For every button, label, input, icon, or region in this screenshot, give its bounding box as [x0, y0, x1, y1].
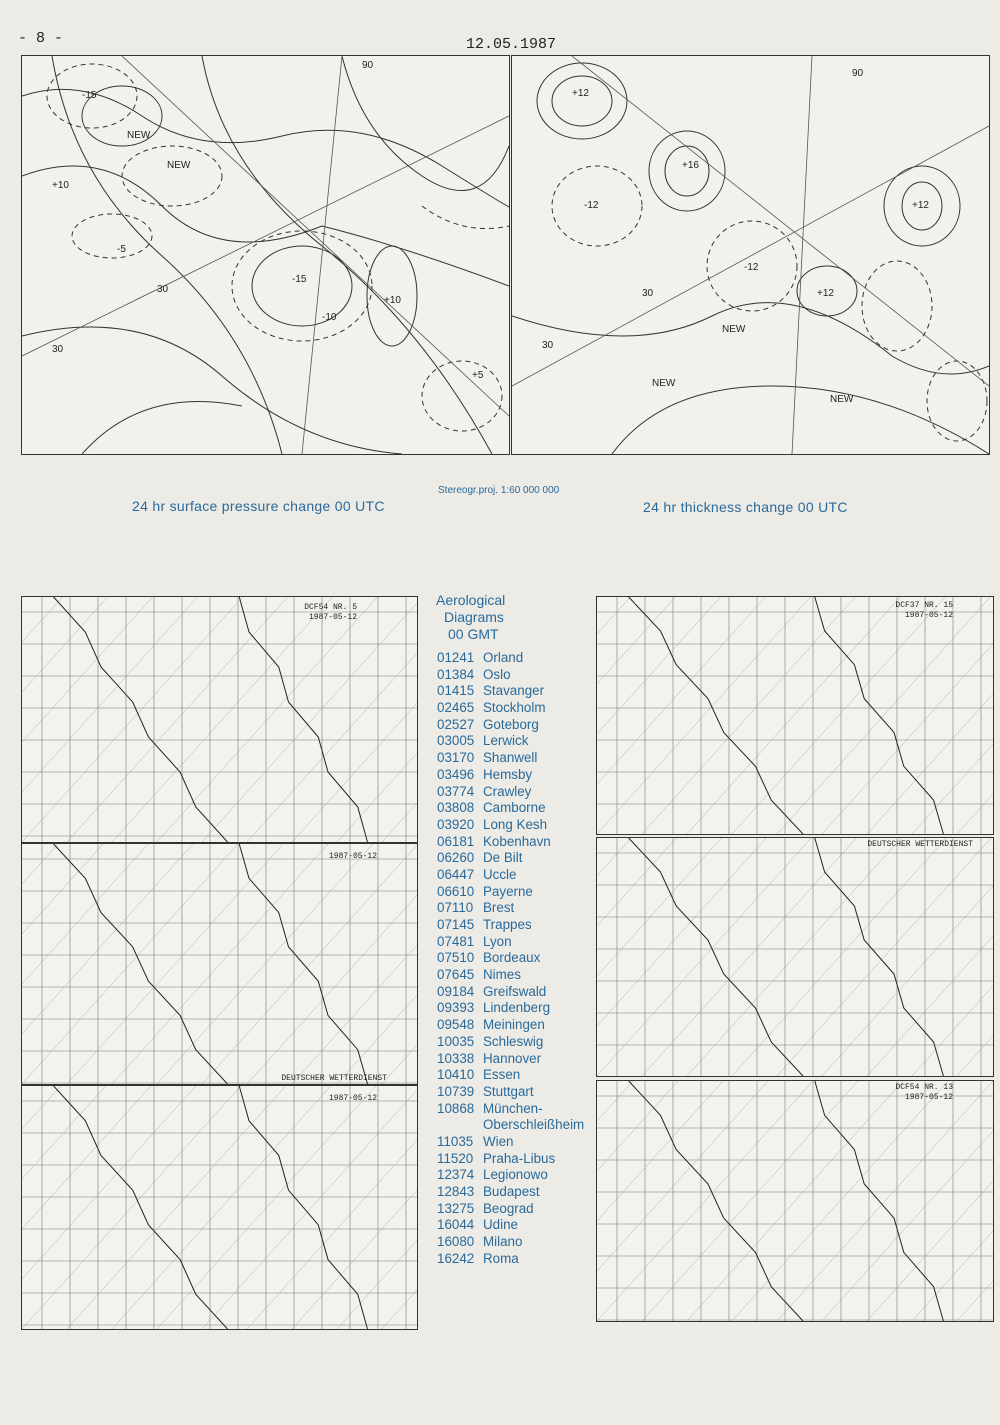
- station-id: 06447: [437, 866, 475, 882]
- diagram-date: 1987-05-12: [904, 611, 953, 620]
- station-row: [437, 1017, 584, 1034]
- station-name: Roma: [483, 1250, 519, 1266]
- station-row: [437, 834, 584, 851]
- date-label: 12.05.1987: [466, 36, 557, 53]
- station-row: [437, 917, 584, 934]
- station-name: Stockholm: [483, 700, 546, 716]
- svg-text:-15: -15: [82, 90, 97, 101]
- station-row: [437, 1117, 584, 1134]
- station-name: Milano: [483, 1234, 523, 1250]
- aerological-title-2: Diagrams: [444, 609, 504, 625]
- station-name: Orland: [483, 650, 524, 665]
- station-id: 01384: [437, 666, 475, 682]
- station-id: 02527: [437, 716, 475, 732]
- station-name: Goteborg: [483, 716, 539, 732]
- station-name: München-: [483, 1100, 543, 1116]
- station-row: [437, 1167, 584, 1184]
- station-row: [437, 950, 584, 967]
- svg-text:-15: -15: [292, 274, 307, 285]
- station-name: Lindenberg: [483, 1000, 551, 1016]
- station-id: 10035: [437, 1033, 475, 1049]
- svg-text:+10: +10: [384, 295, 401, 306]
- station-row: [437, 1134, 584, 1151]
- station-row: [437, 700, 584, 717]
- svg-text:-5: -5: [117, 244, 126, 255]
- station-name: Nimes: [483, 967, 521, 983]
- aerological-diagram-right-3: [596, 1080, 994, 1322]
- svg-text:-10: -10: [322, 312, 337, 323]
- diagram-date: 1987-05-12: [328, 1094, 377, 1103]
- station-id: 02465: [437, 700, 475, 716]
- station-name: Shanwell: [483, 750, 538, 766]
- diagram-id: DCF37 NR. 15: [895, 601, 953, 610]
- station-row: [437, 934, 584, 951]
- station-name: Hannover: [483, 1050, 542, 1066]
- page-number: - 8 -: [18, 30, 64, 47]
- station-id: 06260: [437, 850, 475, 866]
- aerological-title-1: Aerological: [436, 592, 506, 608]
- station-id: 03496: [437, 766, 475, 782]
- station-name: De Bilt: [483, 850, 523, 866]
- aerological-diagram-right-2: [596, 837, 994, 1077]
- station-id: 16080: [437, 1234, 475, 1250]
- station-id: 03170: [437, 750, 475, 766]
- station-row: [437, 1084, 584, 1101]
- station-row: [437, 784, 584, 801]
- station-id: 06181: [437, 833, 475, 849]
- station-id: 07481: [437, 933, 475, 949]
- station-id: 03774: [437, 783, 475, 799]
- svg-text:90: 90: [362, 60, 374, 71]
- surface-pressure-change-map: [21, 55, 510, 455]
- svg-text:30: 30: [52, 344, 64, 355]
- aerological-diagram-right-1: [596, 596, 994, 835]
- diagram-grid: [597, 597, 993, 834]
- diagram-grid: [22, 597, 417, 842]
- station-id: 10410: [437, 1067, 475, 1083]
- station-id: 03920: [437, 816, 475, 832]
- aerological-diagram-left-3: [21, 1085, 418, 1330]
- svg-text:NEW: NEW: [127, 130, 151, 141]
- station-id: 11035: [437, 1133, 474, 1149]
- station-row: [437, 717, 584, 734]
- station-id: 01241: [437, 650, 475, 665]
- right-map-caption: 24 hr thickness change 00 UTC: [643, 499, 848, 515]
- station-id: 09393: [437, 1000, 475, 1016]
- diagram-date: 1987-05-12: [308, 613, 357, 622]
- station-name: Oslo: [483, 666, 511, 682]
- station-row: [437, 1034, 584, 1051]
- station-id: 06610: [437, 883, 475, 899]
- station-id: 16242: [437, 1250, 475, 1266]
- station-id: [437, 1117, 483, 1134]
- station-id: 09548: [437, 1017, 475, 1033]
- station-row: [437, 750, 584, 767]
- station-row: [437, 1184, 584, 1201]
- station-name: Hemsby: [483, 766, 533, 782]
- station-id: 13275: [437, 1200, 475, 1216]
- station-name: Essen: [483, 1067, 521, 1083]
- station-id: 11520: [437, 1150, 474, 1166]
- station-name: Udine: [483, 1217, 518, 1233]
- svg-text:+12: +12: [817, 288, 834, 299]
- station-row: [437, 1151, 584, 1168]
- svg-text:90: 90: [852, 68, 864, 79]
- station-row: [437, 900, 584, 917]
- svg-text:NEW: NEW: [830, 394, 854, 405]
- station-row: [437, 800, 584, 817]
- svg-text:30: 30: [157, 284, 169, 295]
- station-id: 03005: [437, 733, 475, 749]
- station-row: [437, 733, 584, 750]
- station-id: 07510: [437, 950, 475, 966]
- svg-text:+12: +12: [572, 88, 589, 99]
- station-row: [437, 1101, 584, 1118]
- station-row: [437, 667, 584, 684]
- station-name: Camborne: [483, 800, 546, 816]
- station-row: [437, 1234, 584, 1251]
- station-name: Meiningen: [483, 1017, 545, 1033]
- station-id: 12374: [437, 1167, 475, 1183]
- station-name: Wien: [483, 1133, 514, 1149]
- diagram-grid: [597, 1081, 993, 1321]
- diagram-grid: [22, 844, 417, 1084]
- station-row: [437, 1000, 584, 1017]
- station-name: Payerne: [483, 883, 533, 899]
- station-row: [437, 817, 584, 834]
- station-row: [437, 1067, 584, 1084]
- station-row: [437, 1201, 584, 1218]
- station-row: [437, 683, 584, 700]
- station-name: Brest: [483, 900, 515, 916]
- station-row: [437, 1051, 584, 1068]
- diagram-publisher: DEUTSCHER WETTERDIENST: [867, 840, 973, 849]
- station-name: Oberschleißheim: [483, 1117, 585, 1133]
- diagram-id: DCF54 NR. 5: [304, 603, 357, 612]
- station-row: [437, 1251, 584, 1268]
- station-name: Crawley: [483, 783, 532, 799]
- svg-text:+12: +12: [912, 200, 929, 211]
- svg-text:NEW: NEW: [722, 324, 746, 335]
- station-name: Greifswald: [483, 983, 547, 999]
- projection-label: Stereogr.proj. 1:60 000 000: [438, 485, 560, 496]
- station-name: Kobenhavn: [483, 833, 551, 849]
- svg-text:30: 30: [642, 288, 654, 299]
- station-name: Bordeaux: [483, 950, 541, 966]
- station-id: 10338: [437, 1050, 475, 1066]
- station-id: 10868: [437, 1100, 475, 1116]
- station-id: 07145: [437, 917, 475, 932]
- svg-text:30: 30: [542, 340, 554, 351]
- station-name: Praha-Libus: [483, 1150, 556, 1166]
- station-row: [437, 1217, 584, 1234]
- station-row: [437, 884, 584, 901]
- svg-text:NEW: NEW: [167, 160, 191, 171]
- svg-text:+10: +10: [52, 180, 69, 191]
- diagram-publisher: DEUTSCHER WETTERDIENST: [281, 1074, 387, 1083]
- station-name: Uccle: [483, 866, 517, 882]
- station-row: [437, 650, 584, 667]
- station-row: [437, 867, 584, 884]
- station-name: Stavanger: [483, 683, 545, 699]
- aerological-title-3: 00 GMT: [448, 626, 499, 642]
- aerological-diagram-left-1: [21, 596, 418, 843]
- svg-text:-12: -12: [744, 262, 759, 273]
- left-map-caption: 24 hr surface pressure change 00 UTC: [132, 498, 385, 514]
- station-id: 16044: [437, 1217, 475, 1233]
- station-row: [437, 967, 584, 984]
- diagram-date: 1987-05-12: [328, 852, 377, 861]
- station-id: 07645: [437, 967, 475, 983]
- station-name: Legionowo: [483, 1167, 548, 1183]
- station-name: Budapest: [483, 1184, 540, 1199]
- station-id: 07110: [437, 900, 474, 916]
- thickness-change-map: [511, 55, 990, 455]
- station-row: [437, 850, 584, 867]
- station-name: Lyon: [483, 933, 512, 949]
- diagram-date: 1987-05-12: [904, 1093, 953, 1102]
- station-name: Stuttgart: [483, 1083, 534, 1099]
- station-id: 01415: [437, 683, 475, 699]
- station-id: 03808: [437, 800, 475, 816]
- station-row: [437, 984, 584, 1001]
- diagram-id: DCF54 NR. 13: [895, 1083, 953, 1092]
- station-id: 10739: [437, 1083, 475, 1099]
- svg-text:-12: -12: [584, 200, 599, 211]
- station-name: Beograd: [483, 1200, 534, 1216]
- station-row: [437, 767, 584, 784]
- station-id: 12843: [437, 1184, 475, 1199]
- station-name: Trappes: [483, 917, 532, 932]
- svg-text:+16: +16: [682, 160, 699, 171]
- station-name: Long Kesh: [483, 816, 548, 832]
- station-id: 09184: [437, 983, 475, 999]
- svg-text:NEW: NEW: [652, 378, 676, 389]
- station-name: Lerwick: [483, 733, 529, 749]
- diagram-grid: [22, 1086, 417, 1329]
- svg-text:+5: +5: [472, 370, 484, 381]
- station-list: [437, 650, 584, 1267]
- aerological-diagram-left-2: [21, 843, 418, 1085]
- diagram-grid: [597, 838, 993, 1076]
- station-name: Schleswig: [483, 1033, 544, 1049]
